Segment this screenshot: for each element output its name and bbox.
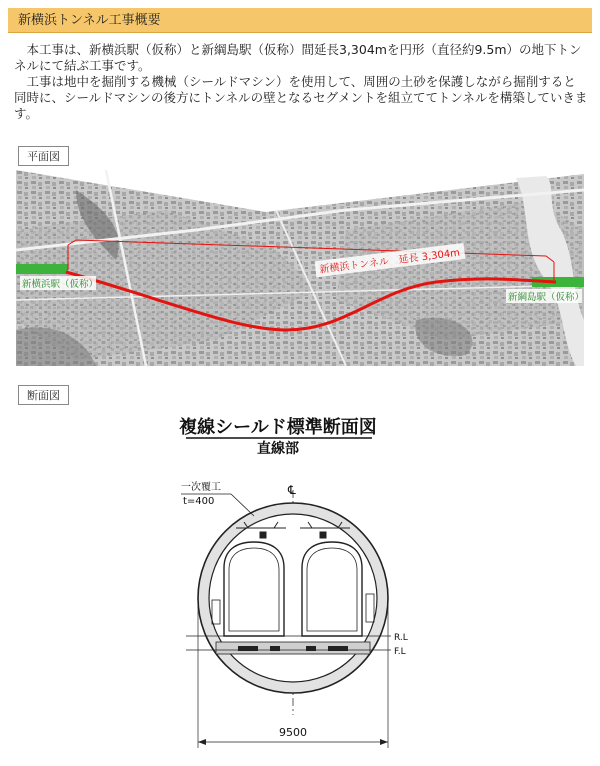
page-title: 新横浜トンネル工事概要	[18, 13, 161, 28]
intro-paragraph-1: 本工事は、新横浜駅（仮称）と新綱島駅（仮称）間延長3,304mを円形（直径約9.5m）の地下トンネルにて結ぶ工事です。	[14, 42, 582, 73]
intro-text	[14, 42, 588, 122]
station-right-label: 新綱島駅（仮称）	[508, 292, 584, 303]
cross-section-svg	[16, 410, 584, 762]
tunnel-label: 新横浜トンネル 延長 3,304m	[319, 247, 461, 276]
lining-label: 一次覆工	[181, 482, 221, 493]
thickness-label: t=400	[183, 496, 215, 507]
diameter-label: 9500	[279, 726, 307, 739]
rl-label: R.L	[394, 633, 408, 643]
plan-map-image	[16, 170, 584, 366]
fl-label: F.L	[394, 647, 406, 657]
section-view-button[interactable]: 断面図	[18, 385, 69, 405]
station-left-label: 新横浜駅（仮称）	[22, 279, 99, 290]
plan-view-button[interactable]: 平面図	[18, 146, 69, 166]
plan-map	[16, 170, 584, 366]
cross-section-drawing	[16, 410, 584, 762]
section-title: 複線シールド標準断面図	[179, 417, 377, 438]
section-header	[8, 8, 592, 33]
intro-paragraph-2: 工事は地中を掘削する機械（シールドマシン）を使用して、周囲の土砂を保護しながら掘削すると同時に、シールドマシンの後方にトンネルの壁となるセグメントを組立ててトンネルを構築していきます。	[14, 74, 588, 121]
tunnel-inner-ring	[209, 514, 377, 682]
centerline-label: ℄	[288, 483, 296, 497]
section-subtitle: 直線部	[257, 441, 299, 457]
rail-left	[16, 264, 68, 274]
